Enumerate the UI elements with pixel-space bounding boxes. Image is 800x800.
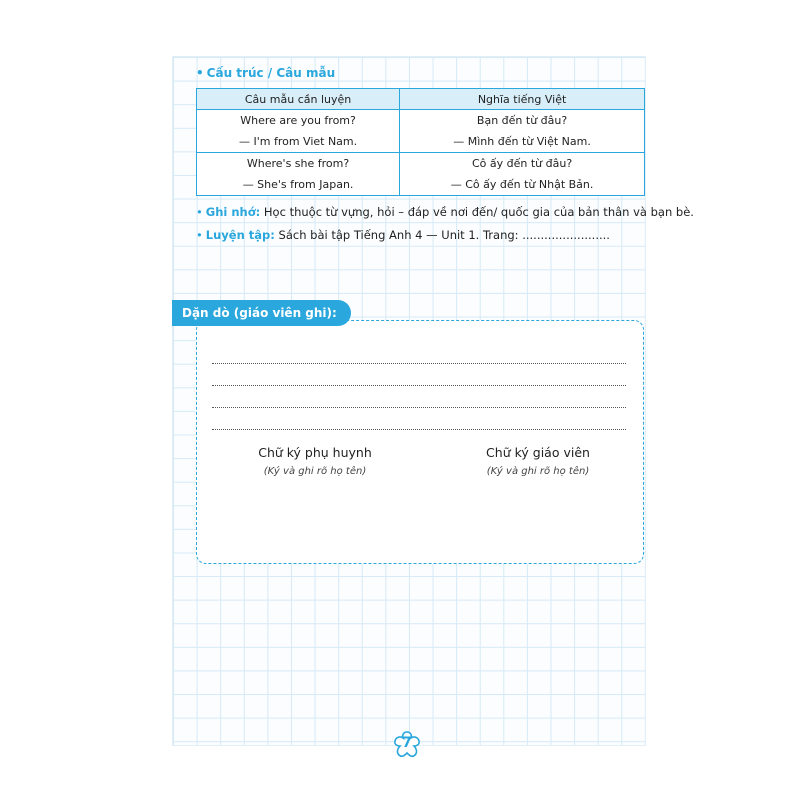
table-cell: Cô ấy đến từ đâu? [400, 153, 645, 175]
writing-line[interactable] [212, 407, 626, 408]
table-row [197, 131, 645, 153]
parent-signature [225, 445, 405, 477]
writing-line[interactable] [212, 363, 626, 364]
practice-label: Luyện tập: [205, 228, 275, 242]
parent-signature-title: Chữ ký phụ huynh [258, 445, 372, 460]
header-sentence: Câu mẫu cần luyện [197, 89, 400, 110]
writing-line[interactable] [212, 429, 626, 430]
table-cell: Where's she from? [197, 153, 400, 175]
table-cell: — I'm from Viet Nam. [197, 131, 400, 153]
teacher-signature-hint: (Ký và ghi rõ họ tên) [486, 466, 590, 477]
bullet-icon: • [196, 205, 203, 219]
remember-label: Ghi nhớ: [205, 205, 261, 219]
table-header-row [197, 89, 645, 110]
table-row [197, 153, 645, 175]
table-row [197, 110, 645, 132]
practice-text: Sách bài tập Tiếng Anh 4 — Unit 1. Trang: ........................ [278, 228, 610, 242]
page-number [392, 730, 422, 760]
bullet-icon: • [196, 66, 204, 80]
page-number-text: 7 [402, 735, 412, 751]
structure-heading [196, 66, 335, 80]
instructions-box [196, 320, 644, 564]
structure-heading-text: Cấu trúc / Câu mẫu [206, 66, 336, 80]
table-row [197, 174, 645, 196]
table-cell: — Mình đến từ Việt Nam. [400, 131, 645, 153]
remember-text: Học thuộc từ vựng, hỏi – đáp về nơi đến/ quốc gia của bản thân và bạn bè. [263, 205, 694, 219]
table-cell: — She's from Japan. [197, 174, 400, 196]
teacher-signature-title: Chữ ký giáo viên [486, 445, 590, 460]
table-cell: — Cô ấy đến từ Nhật Bản. [400, 174, 645, 196]
bullet-icon: • [196, 228, 203, 242]
remember-note [196, 205, 694, 219]
teacher-signature [448, 445, 628, 477]
table-cell: Bạn đến từ đâu? [400, 110, 645, 132]
writing-line[interactable] [212, 385, 626, 386]
practice-note [196, 228, 610, 242]
header-meaning: Nghĩa tiếng Việt [400, 89, 645, 110]
table-cell: Where are you from? [197, 110, 400, 132]
structure-table [196, 88, 645, 196]
instructions-label: Dặn dò (giáo viên ghi): [172, 300, 351, 326]
parent-signature-hint: (Ký và ghi rõ họ tên) [263, 466, 367, 477]
